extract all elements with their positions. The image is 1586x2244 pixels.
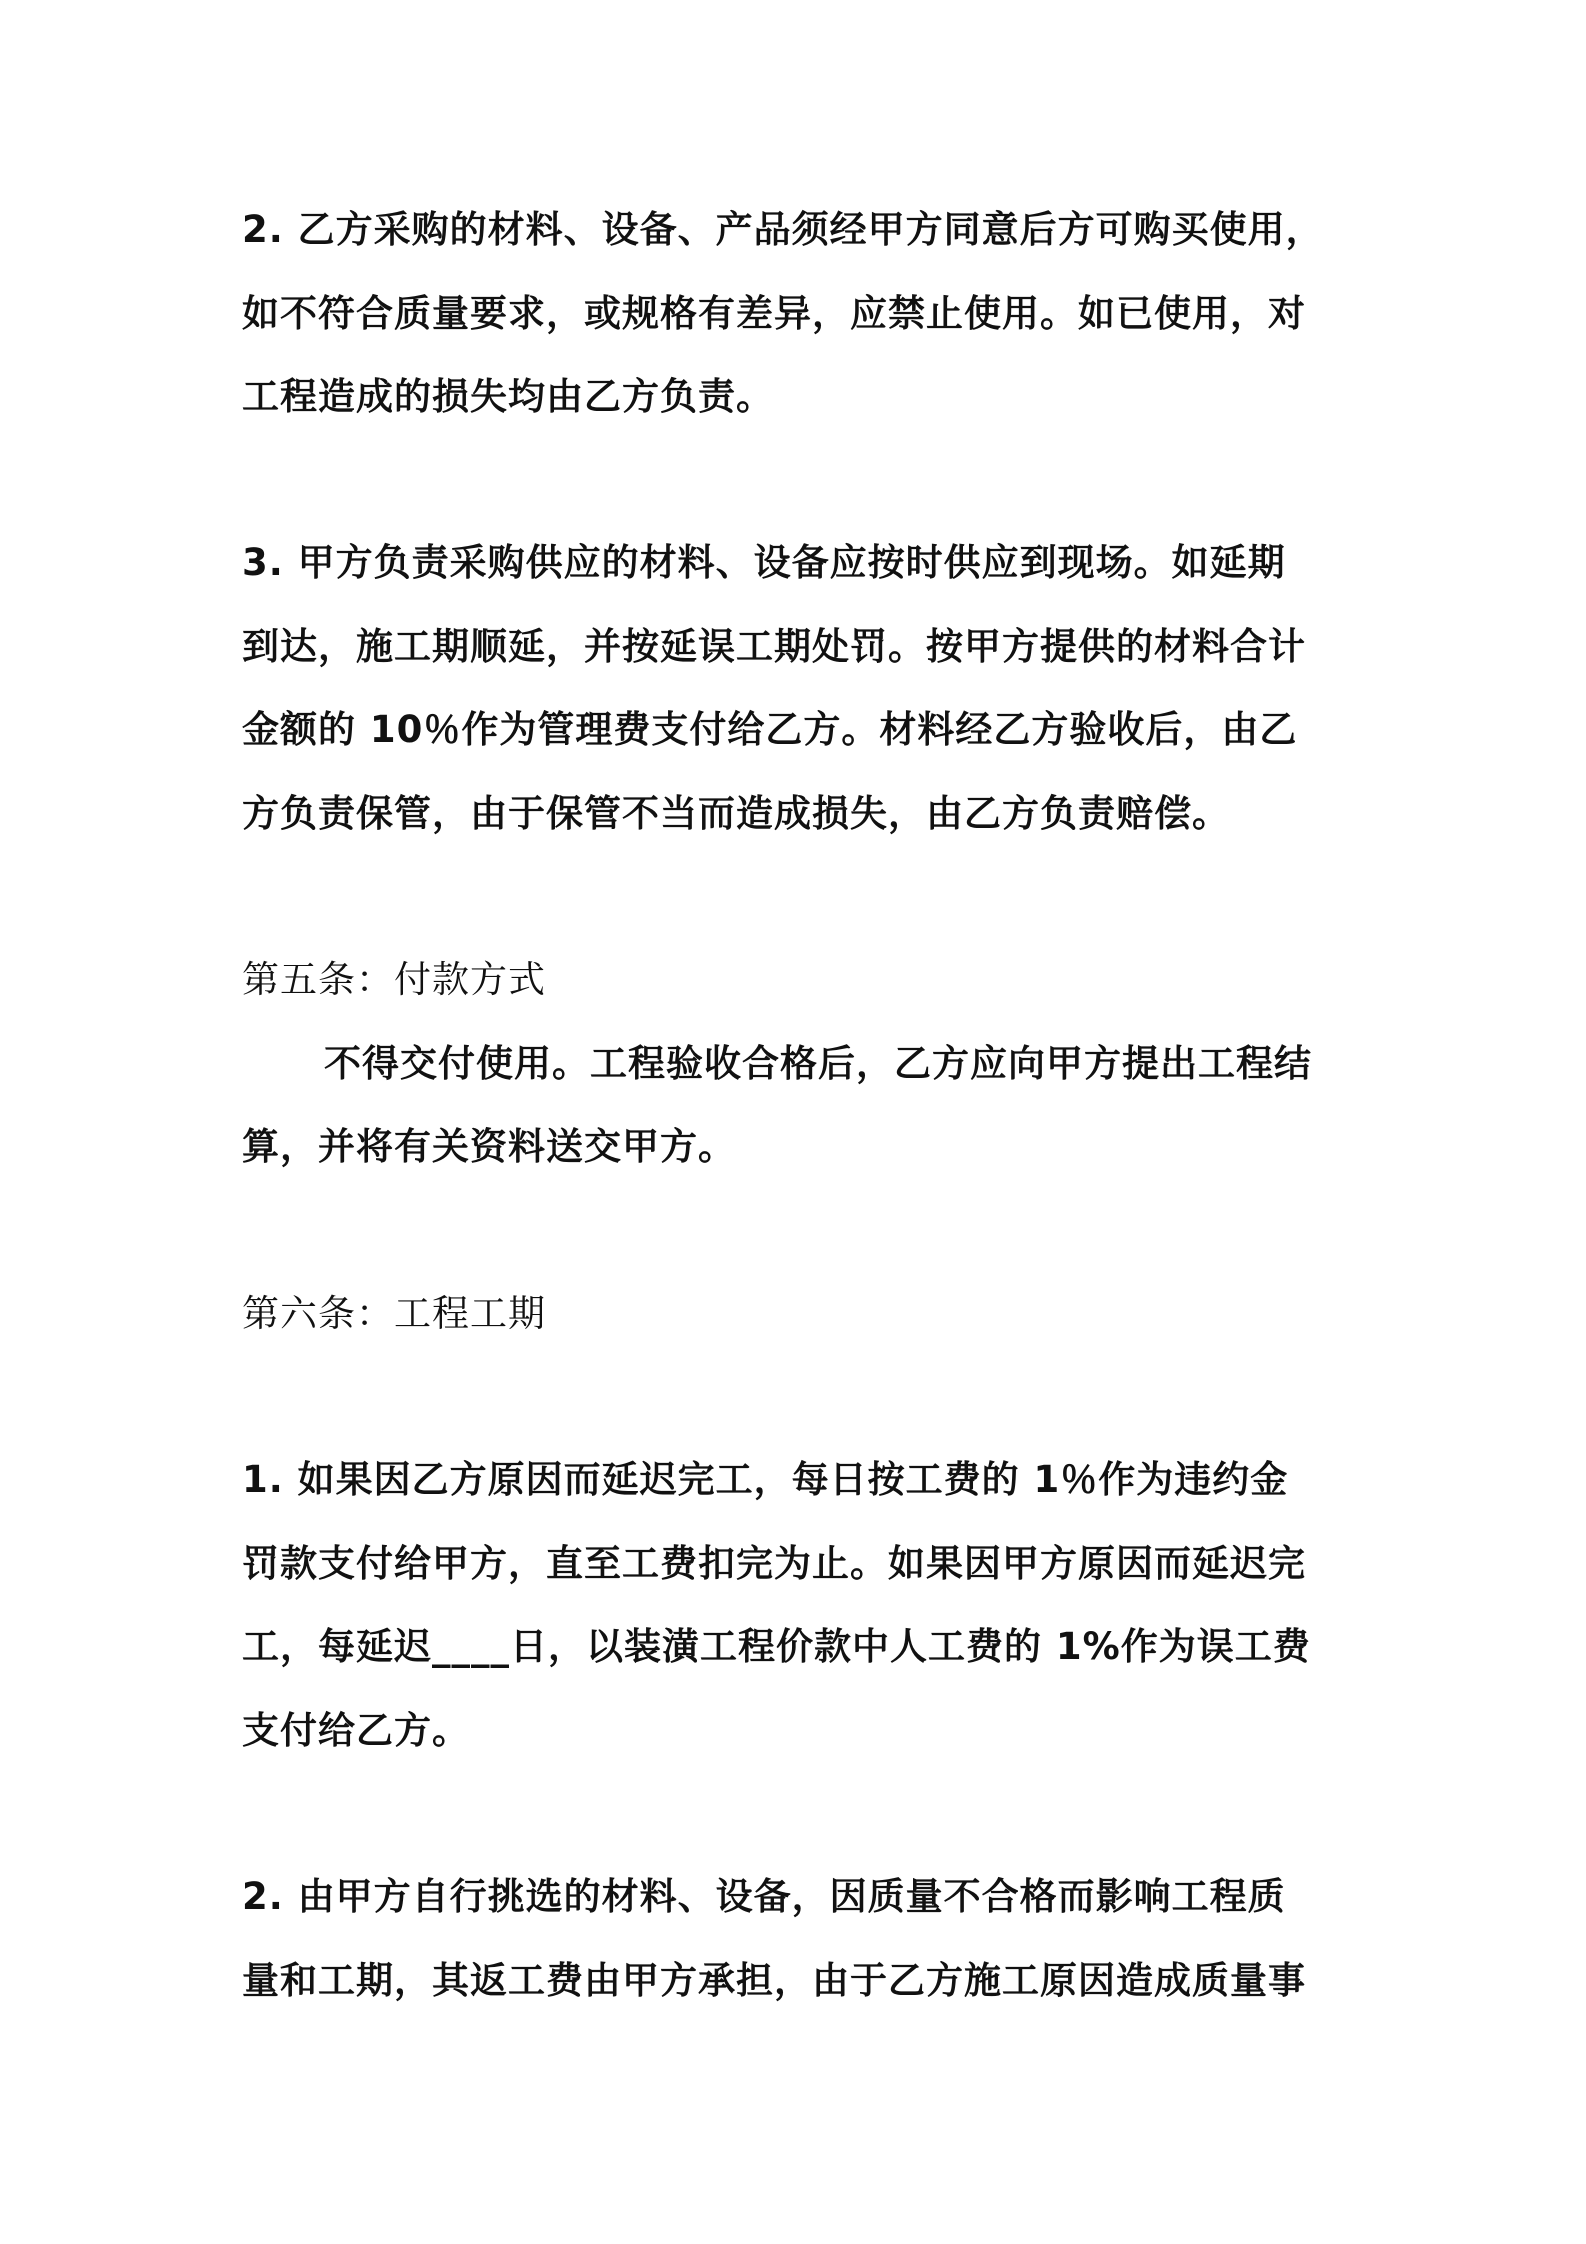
para-2-quality-line-2: 量和工期，其返工费由甲方承担，由于乙方施工原因造成质量事: [242, 1959, 1306, 2002]
para-2-quality-line-1: 2. 由甲方自行挑选的材料、设备，因质量不合格而影响工程质: [242, 1875, 1286, 1918]
para-2-materials-line-2: 如不符合质量要求，或规格有差异，应禁止使用。如已使用，对: [242, 292, 1306, 335]
para-2-materials-line-3: 工程造成的损失均由乙方负责。: [242, 375, 774, 418]
para-3-supply-line-1: 3. 甲方负责采购供应的材料、设备应按时供应到现场。如延期: [242, 541, 1286, 584]
article-6-heading: 第六条：工程工期: [242, 1292, 546, 1335]
para-1-delay-line-2: 罚款支付给甲方，直至工费扣完为止。如果因甲方原因而延迟完: [242, 1542, 1306, 1585]
para-1-delay-line-3: 工，每延迟____日，以装潢工程价款中人工费的 1%作为误工费: [242, 1625, 1311, 1668]
para-3-supply-line-3: 金额的 10％作为管理费支付给乙方。材料经乙方验收后，由乙: [242, 708, 1298, 751]
para-1-delay-line-1: 1. 如果因乙方原因而延迟完工，每日按工费的 1％作为违约金: [242, 1458, 1289, 1501]
para-1-delay-line-4: 支付给乙方。: [242, 1709, 470, 1752]
article-5-line-1: 不得交付使用。工程验收合格后，乙方应向甲方提出工程结: [324, 1042, 1312, 1085]
para-3-supply-line-2: 到达，施工期顺延，并按延误工期处罚。按甲方提供的材料合计: [242, 625, 1306, 668]
article-5-heading: 第五条：付款方式: [242, 958, 546, 1001]
para-3-supply-line-4: 方负责保管，由于保管不当而造成损失，由乙方负责赔偿。: [242, 792, 1230, 835]
para-2-materials-line-1: 2. 乙方采购的材料、设备、产品须经甲方同意后方可购买使用，: [242, 208, 1324, 251]
article-5-line-2: 算，并将有关资料送交甲方。: [242, 1125, 736, 1168]
